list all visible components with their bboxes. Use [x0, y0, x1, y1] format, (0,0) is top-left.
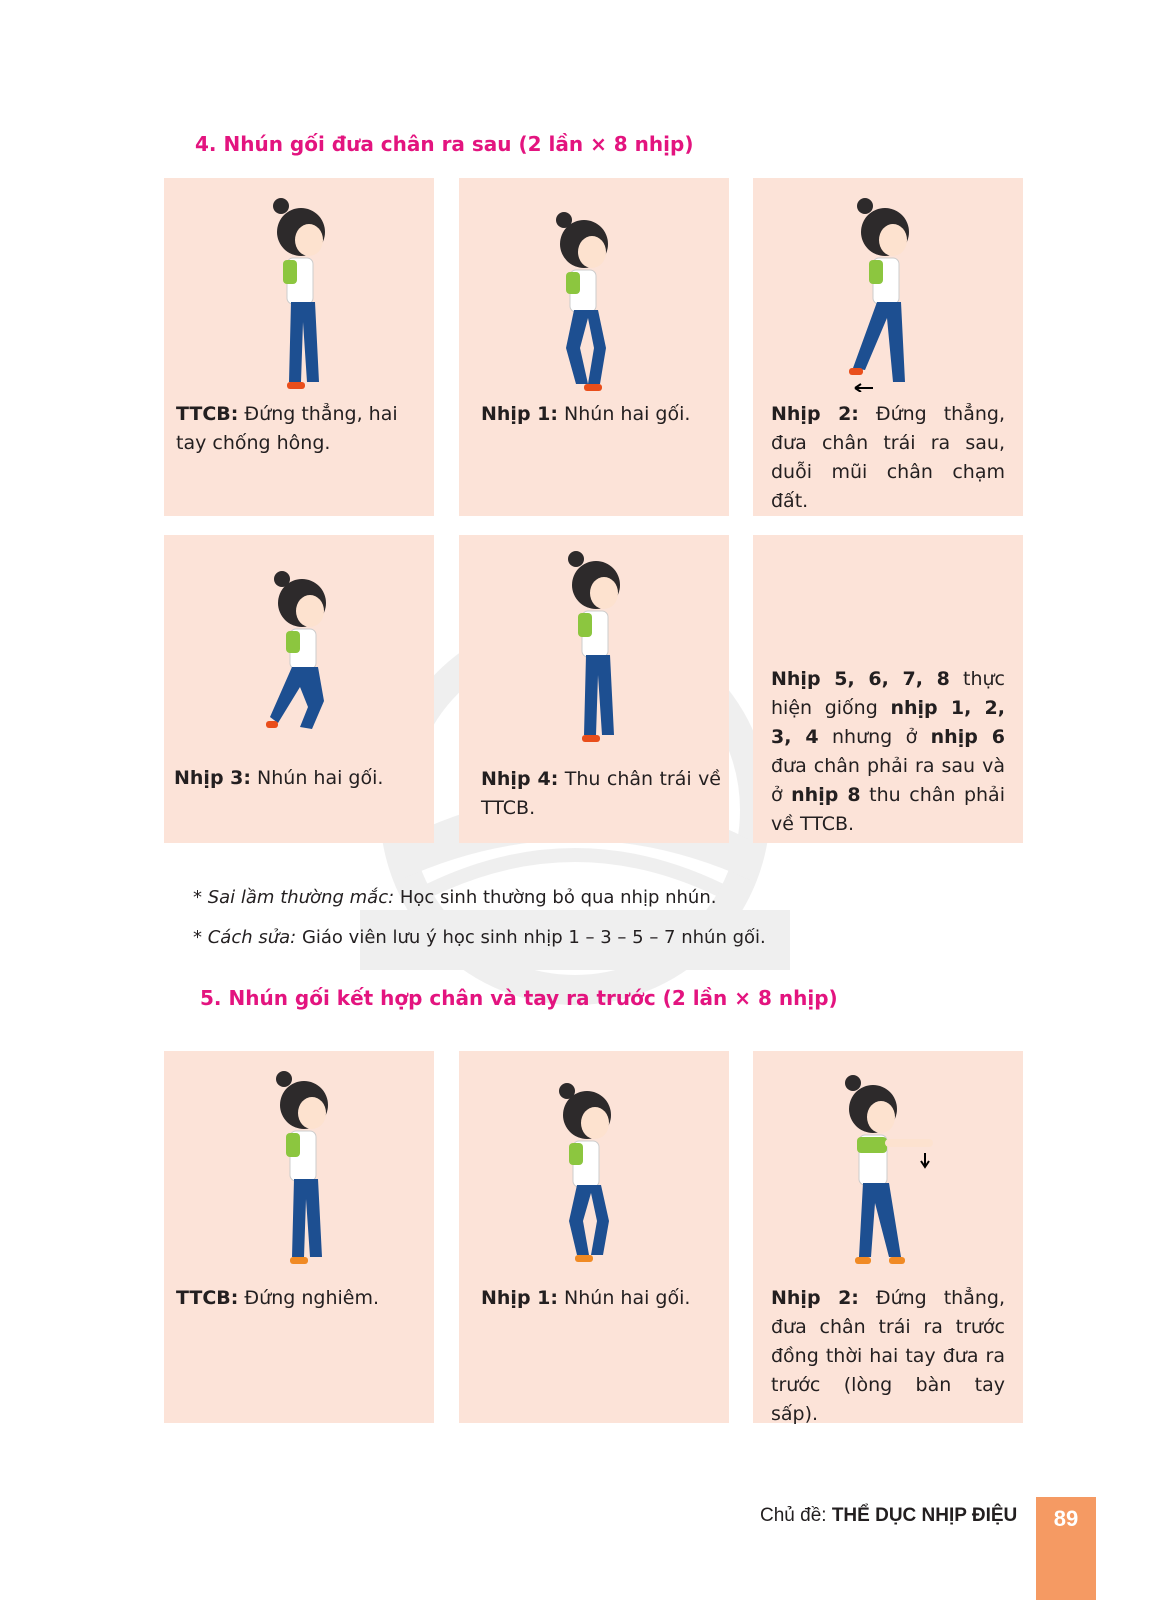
page-number-box — [1036, 1497, 1096, 1600]
child-standing-at-attention-illustration — [262, 1065, 342, 1270]
caption: Nhịp 3: Nhún hai gối. — [174, 767, 384, 789]
child-left-leg-back-illustration — [843, 192, 933, 392]
caption: Nhịp 2: Đứng thẳng, đưa chân trái ra sau, duỗi mũi chân chạm đất. — [771, 403, 1005, 512]
section-5-title: 5. Nhún gối kết hợp chân và tay ra trước (2 lần × 8 nhịp) — [200, 986, 838, 1010]
child-bending-knees-illustration — [547, 1079, 627, 1269]
step-card-nhip-5-8 — [753, 535, 1023, 843]
common-mistake-note: * Sai lầm thường mắc: Học sinh thường bỏ qua nhịp nhún. — [193, 887, 717, 908]
caption: Nhịp 1: Nhún hai gối. — [481, 1287, 691, 1309]
step-card-nhip-4 — [459, 535, 729, 843]
caption: Nhịp 5, 6, 7, 8 thực hiện giống nhịp 1, 2, 3, 4 nhưng ở nhịp 6 đưa chân phải ra sau và ở nhịp 8 thu chân phải về TTCB. — [771, 668, 1005, 835]
caption: Nhịp 2: Đứng thẳng, đưa chân trái ra trước đồng thời hai tay đưa ra trước (lòng bàn tay sấp). — [771, 1287, 1005, 1425]
step-card-nhip-1 — [459, 178, 729, 516]
step-card-nhip-3 — [164, 535, 434, 843]
caption: Nhịp 1: Nhún hai gối. — [481, 403, 691, 425]
child-bending-knees-illustration — [264, 567, 344, 747]
step-card-nhip-1 — [459, 1051, 729, 1423]
page-number: 89 — [1053, 1506, 1079, 1531]
step-card-ttcb — [164, 1051, 434, 1423]
caption: Nhịp 4: Thu chân trái về TTCB. — [481, 768, 721, 819]
step-card-nhip-2 — [753, 178, 1023, 516]
caption: TTCB: Đứng thẳng, hai tay chống hông. — [176, 403, 398, 454]
step-card-ttcb — [164, 178, 434, 516]
child-standing-hands-on-hips-illustration — [259, 192, 339, 392]
child-standing-hands-on-hips-illustration — [554, 545, 634, 750]
correction-note: * Cách sửa: Giáo viên lưu ý học sinh nhịp 1 – 3 – 5 – 7 nhún gối. — [193, 927, 766, 948]
child-bending-knees-illustration — [544, 208, 624, 398]
child-arms-forward-illustration — [833, 1069, 953, 1274]
section-4-title: 4. Nhún gối đưa chân ra sau (2 lần × 8 nhịp) — [195, 132, 694, 156]
caption: TTCB: Đứng nghiêm. — [176, 1287, 379, 1309]
step-card-nhip-2 — [753, 1051, 1023, 1423]
footer-topic: Chủ đề: THỂ DỤC NHỊP ĐIỆU — [760, 1505, 1018, 1526]
